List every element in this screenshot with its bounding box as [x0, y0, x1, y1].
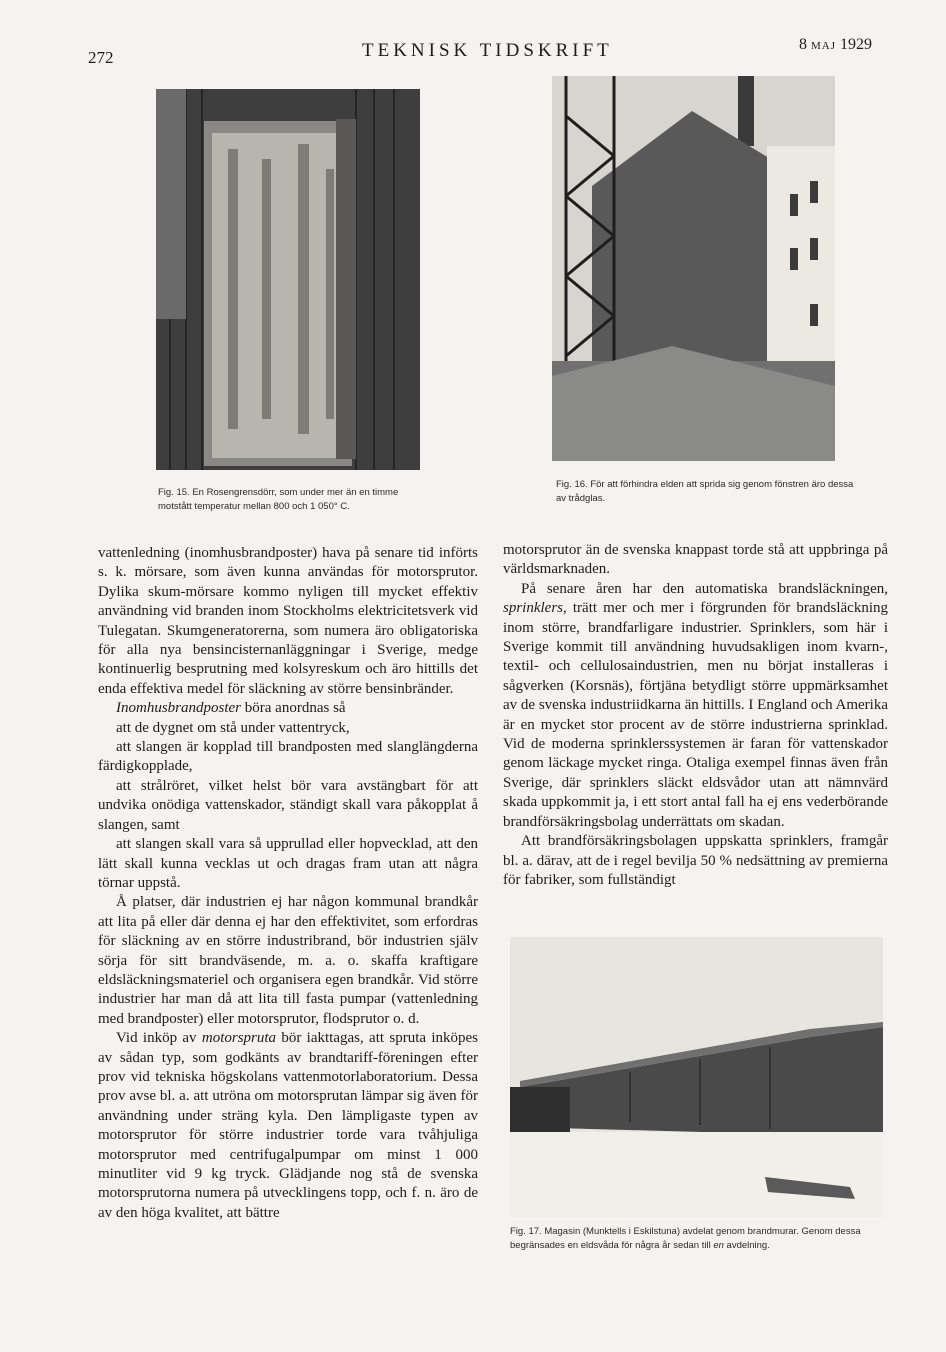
fig15-door-photo: [156, 89, 420, 470]
left-paragraph-4: [98, 1029, 478, 1223]
fig16-building-photo: [552, 76, 835, 461]
fig17-caption-text: Fig. 17. Magasin (Munktells i Eskilstuna) avdelat genom brandmurar. Genom dessa begränsades en eldsvåda för några år sedan till: [510, 1226, 861, 1251]
right-paragraph-1: motorsprutor än de svenska knappast torde stå att uppbringa på världsmarknaden.: [503, 542, 888, 578]
left-paragraph-3: Å platser, där industrien ej har någon kommunal brandkår att lita på eller där denna ej har den effektivitet, som erfordras för släckning av en större industribrand, bör industrien själv sörja för sitt brandväsende, m. a. o. skaffa kraftigare eldsläckningsmateriel och organisera egen brandkår. Vid större industrier har man då att lita till fasta pumpar (vattenledning med brandposter) eller motorsprutor, flodsprutor o. d.: [98, 894, 478, 1027]
fig17-warehouse-photo: [510, 937, 883, 1217]
list-item: att de dygnet om stå under vattentryck,: [116, 719, 350, 736]
left-paragraph-4-start: Vid inköp av: [116, 1030, 202, 1047]
left-paragraph-4-text: bör iakttagas, att spruta inköpes av sådan typ, som godkänts av brandtariff-föreningen efter prov vid tekniska högskolans vattenmotorlaboratorium. Dessa prov avse bl. a. att utröna om motorsprutan lämpar sig även för användning under sträng kyla. Den lämpligaste typen av motorsprutor för större industrier torde vara tvåhjuliga motorsprutor med centrifugalpumpar om minst 1 000 minutliter vid 9 kg tryck. Glädjande nog stå de svenska motorsprutorna numera på utvecklingens topp, och f. n. äro de av den höga kvalitet, att bättre: [98, 1030, 478, 1221]
fig17-caption-emphasis: en: [713, 1240, 724, 1251]
term-inomhusbrandposter: Inomhusbrandposter: [116, 700, 242, 717]
term-motorspruta: motorspruta: [201, 1030, 277, 1047]
date-day: 8: [799, 36, 807, 53]
fig17-caption-end: avdelning.: [723, 1240, 770, 1251]
right-column: [503, 541, 888, 890]
left-paragraph-1: vattenledning (inomhusbrandposter) hava på senare tid införts s. k. mörsare, som även kunna användas för motorsprutor. Dylika skum-mörsare kommo nyligen till mycket effektiv användning vid branden inom Stockholms elektricitetsverk vid Tulegatan. Skumgeneratorerna, som numera äro obligatoriska för alla nya bensincisternanläggningar i Sverige, medge kontinuerlig besprutning med kolsyreskum och äro hittills det enda effektiva medel för släckning av större bensinbränder.: [98, 545, 478, 697]
right-paragraph-2-start: På senare åren har den automatiska brandsläckningen,: [521, 580, 888, 597]
fig16-caption: Fig. 16. För att förhindra elden att sprida sig genom fönstren äro dessa av trådglas.: [556, 479, 854, 504]
left-paragraph-2: [98, 699, 478, 718]
right-paragraph-2-text: trätt mer och mer i förgrunden för brandsläckning inom större, brandfarligare industrier. Sprinklers, som här i Sverige kommit till användning huvudsakligen inom kvarn-, textil- och cellulosaindustrien, men nu börjat installeras i sågverken (Korsnäs), förtjäna betydligt större uppmärksamhet av de svenska industriidkarna än hittills. I England och Amerika är en mycket stor procent av de större industrierna sprinklad. Vid de moderna sprinklerssystemen är faran för vattenskador genom läckage mycket ringa. Otaliga exempel finnas även från Sverige, där sprinklers släckt eldsvådor utan att nämnvärd skada uppkommit ja, i ett stort antal fall ha ej ens vederbörande brandförsäkringsbolag underrättats om skadan.: [503, 600, 888, 830]
date-month: MAJ: [811, 40, 837, 52]
journal-title: TEKNISK TIDSKRIFT: [362, 40, 613, 61]
left-column: [98, 544, 478, 1223]
right-paragraph-3: Att brandförsäkringsbolagen uppskatta sprinklers, framgår bl. a. därav, att de i regel bevilja 50 % nedsättning av premierna för fabriker, som fullständigt: [503, 833, 888, 888]
date-year: 1929: [840, 36, 873, 53]
list-item: att slangen är kopplad till brandposten med slanglängderna färdigkopplade,: [98, 739, 478, 775]
list-item: att slangen skall vara så upprullad eller hopvecklad, att den lätt skall kunna vecklas ut och dragas fram utan att några törnar uppstå.: [98, 836, 478, 891]
fig15-caption: Fig. 15. En Rosengrensdörr, som under mer än en timme motstått temperatur mellan 800 och 1 050° C.: [158, 487, 399, 512]
term-sprinklers: sprinklers,: [503, 600, 567, 617]
right-paragraph-2: [503, 580, 888, 832]
page-number: 272: [88, 48, 114, 67]
fig17-caption: [510, 1225, 888, 1253]
left-paragraph-2-text: böra anordnas så: [241, 700, 346, 717]
list-item: att strålröret, vilket helst bör vara avstängbart för att undvika onödiga vattenskador, ständigt skall vara påkopplat å slangen, samt: [98, 777, 478, 833]
issue-date: [799, 36, 872, 54]
